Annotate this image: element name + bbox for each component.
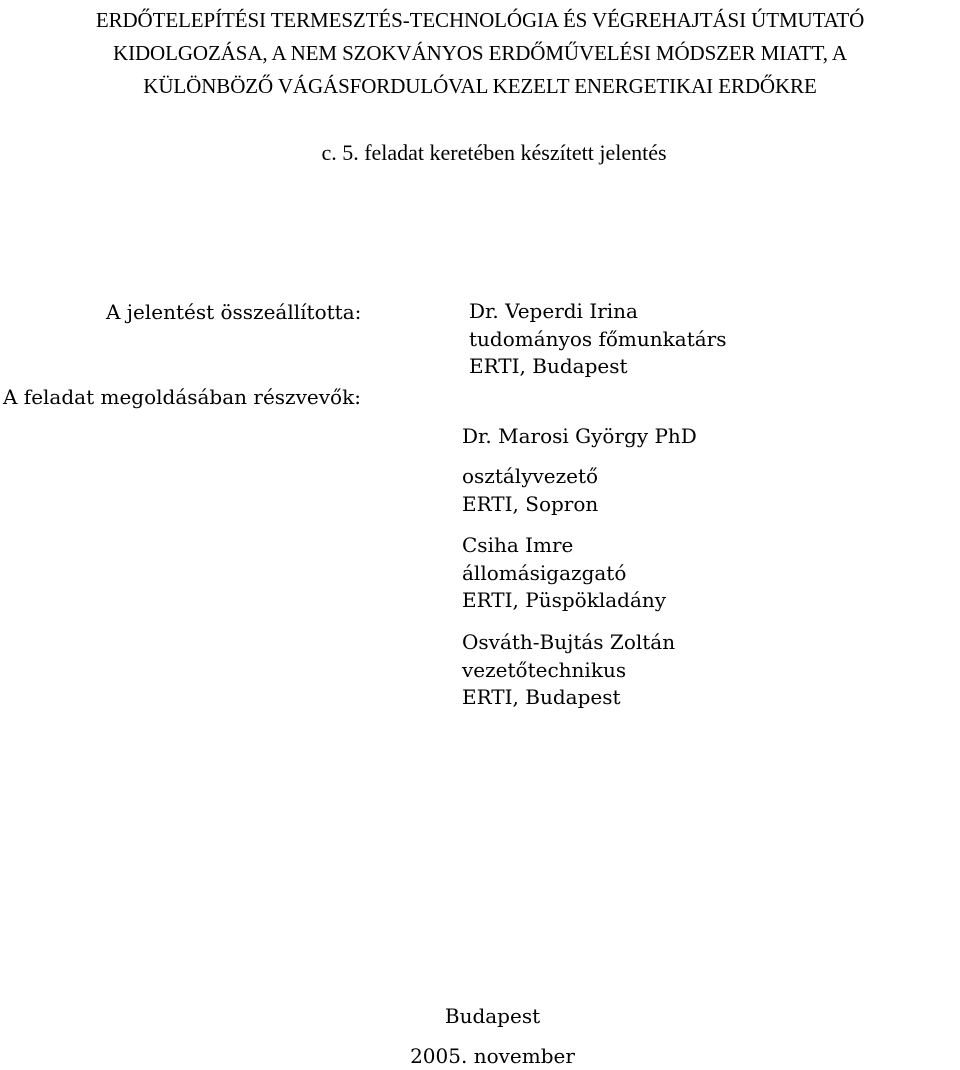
participant-name: Osváth-Bujtás Zoltán — [462, 630, 676, 654]
participant-name: Dr. Marosi György PhD — [462, 424, 697, 448]
document-subtitle: c. 5. feladat keretében készített jelentés — [321, 140, 667, 165]
participant-block — [462, 532, 666, 615]
participants-label: A feladat megoldásában részvevők: — [3, 385, 361, 409]
author-name: Dr. Veperdi Irina — [469, 299, 638, 323]
participant-position: osztályvezető — [462, 464, 599, 488]
participant-block — [462, 629, 675, 712]
participant-institute: ERTI, Sopron — [462, 491, 599, 516]
footer-date: 2005. november — [410, 1044, 575, 1068]
participant-position: állomásigazgató — [462, 560, 627, 585]
author-position: tudományos főmunkatárs — [469, 326, 727, 351]
title-line: KÜLÖNBÖZŐ VÁGÁSFORDULÓVAL KEZELT ENERGETIKAI ERDŐKRE — [143, 74, 817, 98]
author-institute: ERTI, Budapest — [469, 354, 628, 378]
document-title — [0, 4, 960, 103]
participant-position: vezetőtechnikus — [462, 657, 627, 682]
title-line: KIDOLGOZÁSA, A NEM SZOKVÁNYOS ERDŐMŰVELÉSI MÓDSZER MIATT, A — [113, 41, 847, 65]
participant-block — [462, 463, 598, 518]
participant-institute: ERTI, Püspökladány — [462, 588, 667, 612]
footer-place: Budapest — [444, 1004, 541, 1028]
author-block — [469, 298, 727, 381]
participant-institute: ERTI, Budapest — [462, 685, 621, 709]
participant-name: Csiha Imre — [462, 533, 574, 557]
compiled-by-label: A jelentést összeállította: — [106, 300, 362, 324]
title-line: ERDŐTELEPÍTÉSI TERMESZTÉS-TECHNOLÓGIA ÉS VÉGREHAJTÁSI ÚTMUTATÓ — [95, 8, 865, 32]
